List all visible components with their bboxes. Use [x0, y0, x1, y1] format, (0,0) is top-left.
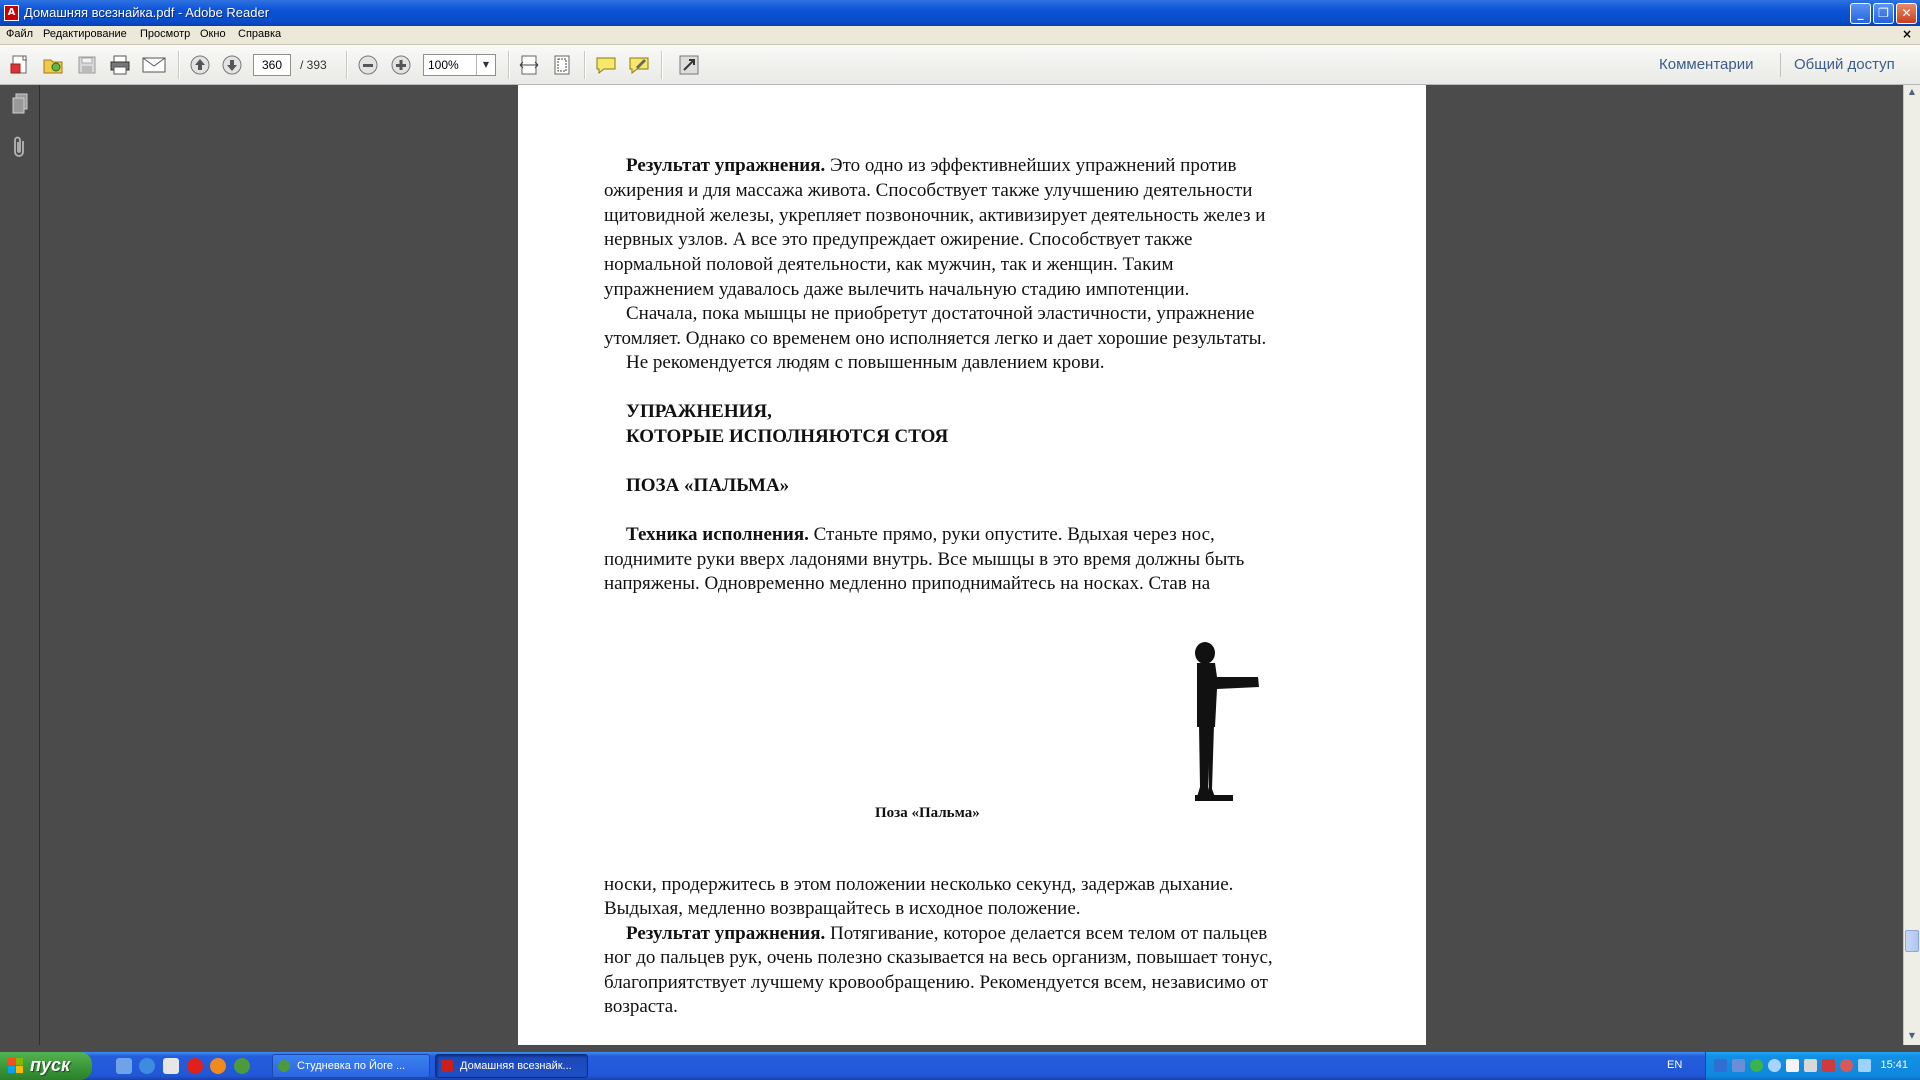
bold-lead: Техника исполнения.: [626, 524, 809, 545]
network-icon[interactable]: [1714, 1059, 1727, 1072]
task-label: Студневка по Йоге ...: [297, 1060, 406, 1072]
show-desktop-icon[interactable]: [116, 1058, 132, 1074]
system-tray: [1705, 1052, 1920, 1080]
toolbar-separator: [584, 51, 586, 79]
firefox-browser-icon[interactable]: [210, 1058, 226, 1074]
pose-heading: ПОЗА «ПАЛЬМА»: [626, 475, 790, 496]
text-line: благоприятствует лучшему кровообращению. Рекомендуется всем, независимо от: [604, 972, 1268, 993]
taskbar-item-yoga-notes[interactable]: [272, 1054, 430, 1078]
scrollbar-thumb[interactable]: [1905, 930, 1919, 952]
antivirus-icon[interactable]: [1750, 1059, 1763, 1072]
paragraph-initially: [604, 302, 1364, 327]
chrome-browser-icon: [278, 1060, 290, 1072]
paragraph-result-2: [604, 922, 1364, 947]
zoom-value: 100%: [428, 58, 459, 72]
clock[interactable]: 15:41: [1880, 1059, 1908, 1071]
close-document-button[interactable]: ×: [1901, 27, 1912, 41]
paragraph-not-recommended: [604, 351, 1364, 376]
start-label: пуск: [30, 1055, 71, 1075]
restore-button[interactable]: ❐: [1873, 3, 1894, 24]
text-run: Потягивание, которое делается всем телом от пальцев: [825, 923, 1268, 944]
toolbar-separator: [1780, 53, 1781, 77]
palm-pose-figure: [1183, 637, 1263, 807]
text-line: возраста.: [604, 996, 678, 1017]
scroll-up-arrow-icon[interactable]: ▲: [1908, 87, 1916, 96]
volume-icon[interactable]: [1804, 1059, 1817, 1072]
text-run: Не рекомендуется людям с повышенным давлением крови.: [626, 352, 1105, 373]
menu-view[interactable]: Просмотр: [140, 28, 191, 40]
open-folder-icon[interactable]: [41, 53, 65, 77]
email-icon[interactable]: [142, 53, 166, 77]
zoom-out-icon[interactable]: [356, 53, 380, 77]
text-line: поднимите руки вверх ладонями внутрь. Все мышцы в это время должны быть: [604, 549, 1245, 570]
print-icon[interactable]: [108, 53, 132, 77]
opera-browser-icon[interactable]: [187, 1058, 203, 1074]
text-run: Это одно из эффективнейших упражнений против: [825, 155, 1237, 176]
comment-note-icon[interactable]: [594, 53, 618, 77]
close-window-button[interactable]: ✕: [1896, 3, 1917, 24]
minimize-button[interactable]: _: [1850, 3, 1871, 24]
pdf-page: [518, 85, 1426, 1045]
adobe-reader-app-icon: [441, 1060, 453, 1072]
update-icon[interactable]: [1768, 1059, 1781, 1072]
text-line: напряжены. Одновременно медленно приподнимайтесь на носках. Став на: [604, 573, 1211, 594]
speech-bubble-icon[interactable]: [1786, 1059, 1799, 1072]
menu-help[interactable]: Справка: [238, 28, 282, 40]
toolbar-separator: [508, 51, 510, 79]
explorer-window-icon[interactable]: [163, 1058, 179, 1074]
page-number-input[interactable]: 360: [253, 54, 291, 76]
next-page-icon[interactable]: [220, 53, 244, 77]
menu-window[interactable]: Окно: [200, 28, 226, 40]
menu-file[interactable]: Файл: [6, 28, 34, 40]
toolbar-separator: [346, 51, 348, 79]
section-heading: УПРАЖНЕНИЯ,: [626, 401, 772, 422]
save-icon[interactable]: [75, 53, 99, 77]
share-link[interactable]: Общий доступ: [1794, 56, 1895, 73]
text-line: ожирения и для массажа живота. Способствует также улучшению деятельности: [604, 180, 1253, 201]
document-viewport[interactable]: [40, 85, 1903, 1045]
adobe-reader-app-icon: A: [4, 5, 19, 21]
comments-link[interactable]: Комментарии: [1659, 56, 1754, 73]
us-flag-icon[interactable]: [1822, 1059, 1835, 1072]
text-line: упражнением удавалось даже вылечить начальную стадию импотенции.: [604, 279, 1190, 300]
pages-icon[interactable]: [7, 91, 33, 117]
zoom-select[interactable]: [423, 54, 496, 76]
section-heading: КОТОРЫЕ ИСПОЛНЯЮТСЯ СТОЯ: [626, 426, 949, 447]
start-button[interactable]: [0, 1052, 92, 1080]
toolbar: [0, 45, 1920, 85]
toolbar-separator: [178, 51, 180, 79]
vertical-scrollbar[interactable]: [1903, 85, 1920, 1045]
internet-explorer-icon[interactable]: [139, 1058, 155, 1074]
alert-icon[interactable]: [1840, 1059, 1853, 1072]
title-bar[interactable]: [0, 0, 1920, 26]
text-line: утомляет. Однако со временем оно исполняется легко и дает хорошие результаты.: [604, 328, 1267, 349]
previous-page-icon[interactable]: [188, 53, 212, 77]
text-run: Сначала, пока мышцы не приобретут достаточной эластичности, упражнение: [626, 303, 1255, 324]
text-line: ног до пальцев рук, очень полезно сказывается на весь организм, повышает тонус,: [604, 947, 1273, 968]
text-line: нормальной половой деятельности, как мужчин, так и женщин. Таким: [604, 254, 1174, 275]
menu-edit[interactable]: Редактирование: [43, 28, 127, 40]
text-line: Выдыхая, медленно возвращайтесь в исходное положение.: [604, 898, 1081, 919]
zoom-in-icon[interactable]: [389, 53, 413, 77]
expand-icon[interactable]: [677, 53, 701, 77]
language-indicator[interactable]: EN: [1667, 1059, 1683, 1071]
paragraph-result-1: [604, 154, 1364, 179]
taskbar: [0, 1052, 1920, 1080]
attachments-paperclip-icon[interactable]: [7, 134, 33, 160]
taskbar-item-adobe-reader[interactable]: [435, 1054, 588, 1078]
figure-caption: Поза «Пальма»: [875, 805, 980, 821]
chrome-browser-icon[interactable]: [234, 1058, 250, 1074]
highlight-text-icon[interactable]: [627, 53, 651, 77]
display-icon[interactable]: [1732, 1059, 1745, 1072]
create-pdf-icon[interactable]: [8, 53, 32, 77]
page-count: / 393: [300, 58, 327, 72]
toolbar-separator: [661, 51, 663, 79]
bold-lead: Результат упражнения.: [626, 155, 826, 176]
fit-width-icon[interactable]: [517, 53, 541, 77]
navigation-panel: [0, 85, 40, 1045]
scroll-down-arrow-icon[interactable]: ▼: [1908, 1031, 1916, 1040]
menu-bar: [0, 26, 1920, 45]
text-line: щитовидной железы, укрепляет позвоночник, активизирует деятельность желез и: [604, 205, 1266, 226]
bold-lead: Результат упражнения.: [626, 923, 826, 944]
text-run: Станьте прямо, руки опустите. Вдыхая через нос,: [808, 524, 1215, 545]
paragraph-technique: [604, 523, 1364, 548]
text-line: нервных узлов. А все это предупреждает ожирение. Способствует также: [604, 229, 1193, 250]
windows-flag-icon: [8, 1058, 24, 1073]
fit-page-icon[interactable]: [550, 53, 574, 77]
chevron-down-icon[interactable]: ▼: [476, 55, 495, 75]
text-line: носки, продержитесь в этом положении несколько секунд, задержав дыхание.: [604, 874, 1234, 895]
window-title: Домашняя всезнайка.pdf - Adobe Reader: [24, 5, 270, 20]
connection-icon[interactable]: [1858, 1059, 1871, 1072]
task-label: Домашняя всезнайк...: [460, 1060, 572, 1072]
